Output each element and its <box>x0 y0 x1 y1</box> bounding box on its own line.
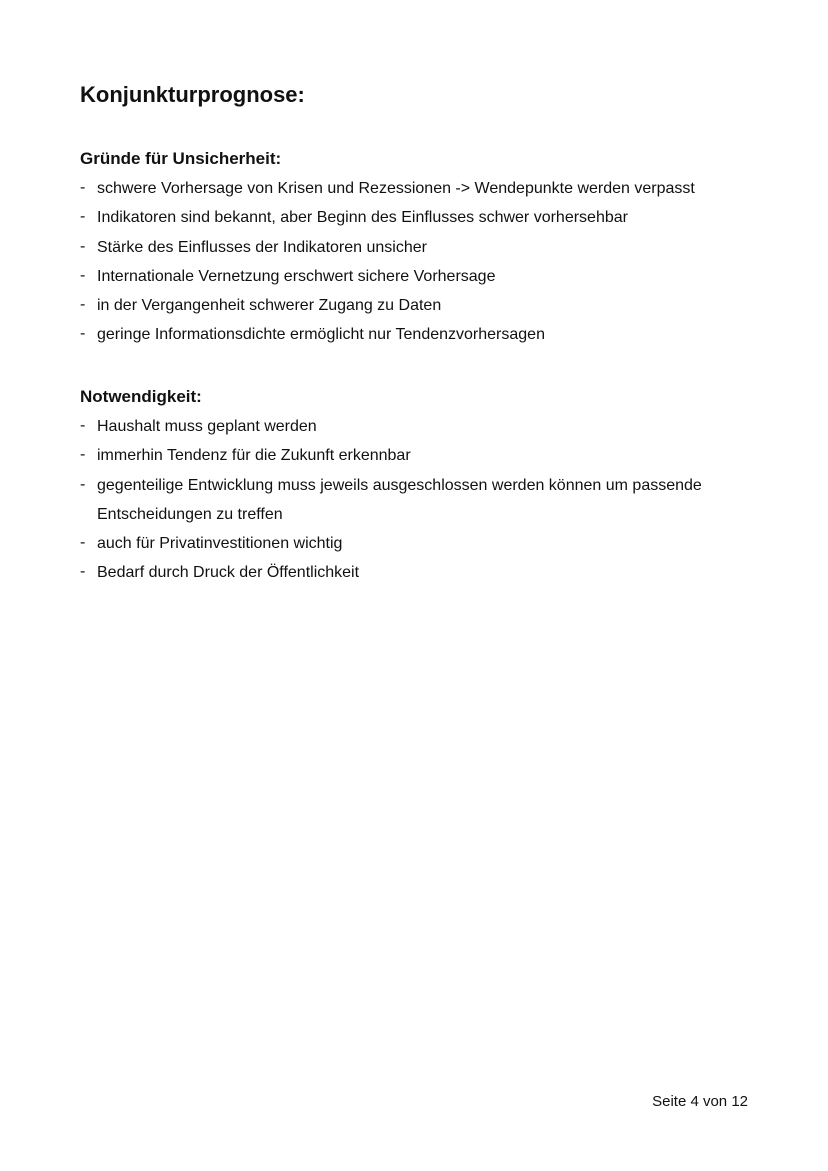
section-necessity <box>80 385 760 588</box>
bullet-list <box>80 412 760 588</box>
dash-bullet-icon: - <box>80 325 86 343</box>
list-item-text: schwere Vorhersage von Krisen und Rezessionen -> Wendepunkte werden verpasst <box>97 180 695 197</box>
list-item-text: Indikatoren sind bekannt, aber Beginn des Einflusses schwer vorhersehbar <box>97 209 628 227</box>
list-item-text: auch für Privatinvestitionen wichtig <box>97 535 343 553</box>
section-heading: Gründe für Unsicherheit: <box>80 149 282 168</box>
page-number: Seite 4 von 12 <box>652 1093 748 1110</box>
list-item <box>80 174 760 203</box>
bullet-list <box>80 174 760 350</box>
page-title: Konjunkturprognose: <box>80 82 305 107</box>
list-item <box>80 558 760 587</box>
dash-bullet-icon: - <box>80 266 86 284</box>
list-item <box>80 529 760 558</box>
list-item <box>80 441 760 470</box>
list-item-text: geringe Informationsdichte ermöglicht nur Tendenzvorhersagen <box>97 326 545 344</box>
section-reasons-uncertainty <box>80 147 760 350</box>
dash-bullet-icon: - <box>80 208 86 226</box>
dash-bullet-icon: - <box>80 446 86 464</box>
list-item <box>80 203 760 232</box>
dash-bullet-icon: - <box>80 296 86 314</box>
list-item <box>80 320 760 349</box>
list-item-text: Internationale Vernetzung erschwert sichere Vorhersage <box>97 267 496 285</box>
dash-bullet-icon: - <box>80 563 86 581</box>
list-item <box>80 262 760 291</box>
list-item-text: immerhin Tendenz für die Zukunft erkennbar <box>97 447 411 465</box>
dash-bullet-icon: - <box>80 475 86 493</box>
list-item-text: gegenteilige Entwicklung muss jeweils ausgeschlossen werden können um passende Entscheidungen zu treffen <box>97 476 702 523</box>
section-heading: Notwendigkeit: <box>80 387 202 406</box>
list-item <box>80 471 760 530</box>
dash-bullet-icon: - <box>80 179 86 196</box>
dash-bullet-icon: - <box>80 534 86 552</box>
list-item <box>80 233 760 262</box>
list-item-text: Stärke des Einflusses der Indikatoren unsicher <box>97 238 427 256</box>
dash-bullet-icon: - <box>80 237 86 255</box>
list-item <box>80 412 760 441</box>
list-item <box>80 291 760 320</box>
list-item-text: Bedarf durch Druck der Öffentlichkeit <box>97 564 360 582</box>
list-item-text: in der Vergangenheit schwerer Zugang zu Daten <box>97 297 442 315</box>
dash-bullet-icon: - <box>80 417 86 434</box>
list-item-text: Haushalt muss geplant werden <box>97 418 317 435</box>
